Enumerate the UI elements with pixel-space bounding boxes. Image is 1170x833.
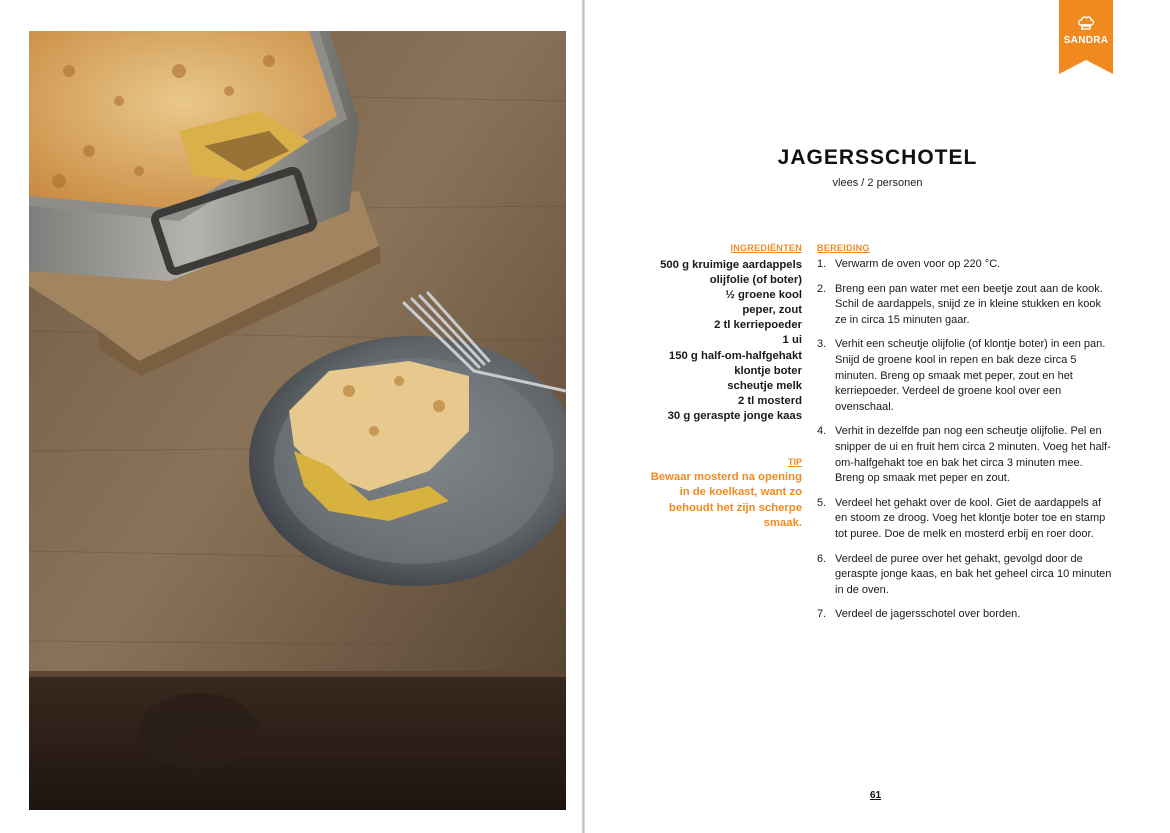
step-number: 5. [817, 496, 827, 509]
step-item [817, 282, 1115, 329]
step-text: Verhit een scheutje olijfolie (of klontje boter) in een pan. Snijd de groene kool in repen en bak deze circa 5 minuten. Breng op smaak met peper, zout en het kerriepoeder. Verdeel de groene kool over een ovenschaal. [835, 338, 1106, 413]
preparation-heading: BEREIDING [817, 243, 870, 253]
ingredient-item: 150 g half-om-halfgehakt [668, 349, 802, 362]
step-text: Verdeel het gehakt over de kool. Giet de aardappels af en stoom ze droog. Voeg het klontje boter toe en stamp tot puree. Doe de melk en mosterd erbij en roer door. [835, 496, 1106, 540]
step-number: 2. [817, 282, 827, 295]
tip-text: Bewaar mosterd na opening in de koelkast, want zo behoudt het zijn scherpe smaak. [650, 471, 802, 529]
step-item [817, 424, 1115, 486]
step-text: Verhit in dezelfde pan nog een scheutje olijfolie. Pel en snipper de ui en fruit hem circa 2 minuten. Voeg het half-om-halfgehakt toe en bak het circa 3 minuten mee. Breng op smaak met peper en zout. [835, 425, 1111, 485]
tip-heading: TIP [787, 457, 802, 467]
ingredient-item: scheutje melk [727, 379, 802, 392]
step-item [817, 337, 1115, 415]
step-item [817, 607, 1115, 623]
step-number: 1. [817, 258, 827, 270]
ingredient-item: 2 tl kerriepoeder [714, 319, 802, 332]
ingredient-item: 2 tl mosterd [737, 394, 802, 407]
ingredients-list [660, 258, 802, 424]
preparation-steps [817, 257, 1115, 632]
ingredient-item: olijfolie (of boter) [709, 274, 802, 287]
page-number: 61 [870, 790, 882, 801]
photo-of-dish [29, 31, 566, 810]
recipe-body [585, 0, 1170, 833]
step-item [817, 257, 1115, 273]
ingredient-item: 30 g geraspte jonge kaas [667, 409, 802, 422]
step-text: Verdeel de puree over het gehakt, gevolgd door de geraspte jonge kaas, en bak het geheel circa 10 minuten in de oven. [835, 552, 1112, 596]
ribbon-label: SANDRA [1063, 35, 1109, 46]
step-text: Verdeel de jagersschotel over borden. [835, 608, 1021, 621]
step-item [817, 496, 1115, 543]
ingredient-item: 1 ui [782, 334, 802, 347]
ingredients-heading: INGREDIËNTEN [730, 243, 802, 253]
step-text: Breng een pan water met een beetje zout aan de kook. Schil de aardappels, snijd ze in kleine stukken en kook ze in circa 15 minuten gaar. [835, 282, 1103, 326]
left-page [0, 0, 583, 833]
step-text: Verwarm de oven voor op 220 °C. [835, 258, 1001, 270]
step-number: 7. [817, 608, 827, 621]
recipe-subtitle: vlees / 2 personen [832, 177, 923, 189]
recipe-title-text: JAGERSSCHOTEL [777, 146, 978, 169]
step-number: 3. [817, 338, 827, 351]
ingredient-item: ½ groene kool [725, 289, 802, 302]
step-item [817, 552, 1115, 599]
step-number: 6. [817, 552, 827, 565]
ingredient-item: klontje boter [734, 364, 802, 377]
ingredient-item: peper, zout [742, 304, 802, 317]
step-number: 4. [817, 425, 827, 438]
ingredient-item: 500 g kruimige aardappels [660, 259, 802, 271]
